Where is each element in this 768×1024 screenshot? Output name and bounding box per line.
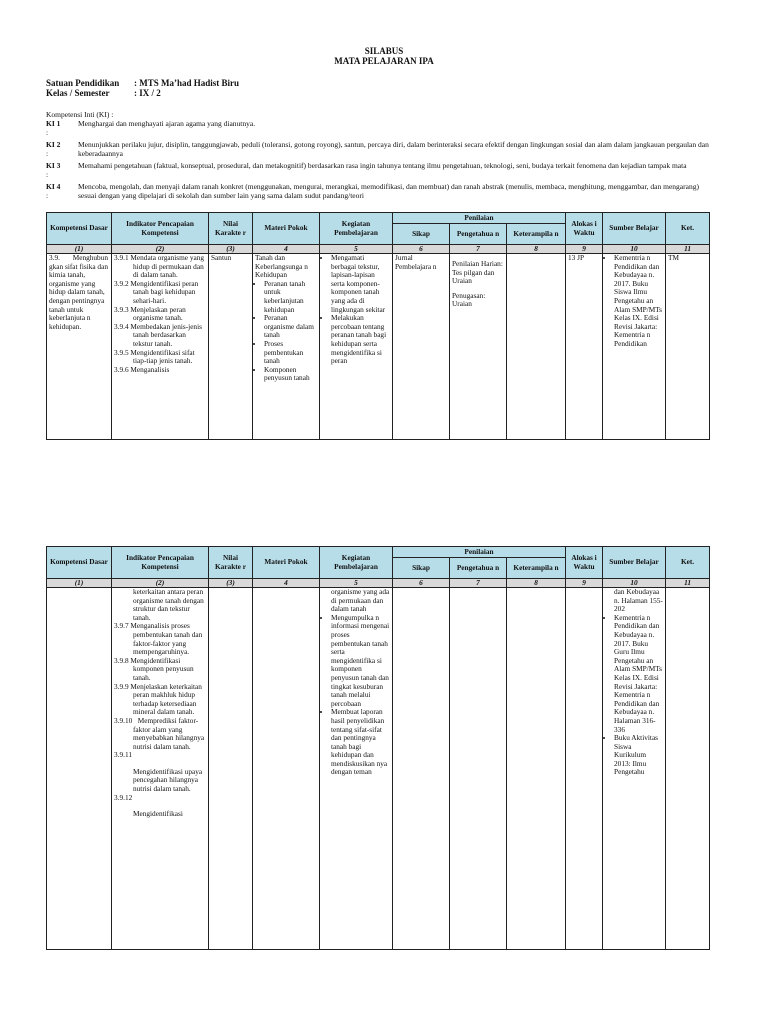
col-number: 7 — [450, 579, 507, 588]
class-row — [46, 88, 161, 98]
alokasi-cell: 13 JP — [566, 254, 603, 440]
indikator-item: Mengidentifikasi upaya pencegahan hilangnya nutrisi dalam tanah. — [133, 766, 203, 794]
ki-code: KI 1 — [46, 119, 61, 128]
col-number: 5 — [320, 579, 393, 588]
materi-cell — [253, 254, 320, 440]
sikap-cell: Jurnal Pembelajara n — [393, 254, 450, 440]
col-kd-header: Kompetensi Dasar — [47, 547, 112, 579]
sumber-cell — [603, 588, 666, 950]
alokasi-cell — [566, 588, 603, 950]
list-item: • Proses pembentukan tanah — [264, 340, 317, 366]
col-sikap-header: Sikap — [393, 558, 450, 579]
col-number: 4 — [253, 579, 320, 588]
pengetahuan-cell — [450, 588, 507, 950]
sumber-list — [605, 614, 663, 777]
indikator-item: 3.9.12 — [114, 792, 133, 802]
materi-list — [255, 280, 317, 383]
col-number: 10 — [603, 579, 666, 588]
col-kegiatan-header: Kegiatan Pembelajaran — [320, 547, 393, 579]
indikator-item: 3.9.5 Mengidentifikasi sifat tiap-tiap jenis tanah. — [114, 347, 195, 366]
ki-text: Memahami pengetahuan (faktual, konseptual, prosedural, dan metakognitif) berdasarkan rasa ingin tahunya tentang ilmu pengetahuan, teknologi, seni, budaya terkait fenomena dan kejadian tampak mata — [78, 161, 687, 170]
indikator-item: 3.9.4 Membedakan jenis-jenis tanah berdasarkan tekstur tanah. — [114, 321, 202, 348]
indikator-cell — [112, 588, 209, 950]
col-penilaian-header: Penilaian — [393, 547, 566, 558]
col-number: 8 — [507, 245, 566, 254]
table-row — [47, 254, 710, 440]
syllabus-table-1 — [46, 212, 710, 440]
ki-colon: : — [46, 170, 49, 179]
pengetahuan-item: Penugasan: Uraian — [452, 290, 486, 309]
class-value: : IX / 2 — [134, 88, 161, 98]
col-number: 11 — [666, 579, 710, 588]
school-label: Satuan Pendidikan — [46, 78, 120, 88]
col-indikator-header: Indikator Pencapaian Kompetensi — [112, 547, 209, 579]
sumber-list — [605, 254, 663, 349]
sikap-cell — [393, 588, 450, 950]
col-sumber-header: Sumber Belajar — [603, 213, 666, 245]
col-nilai-header: Nilai Karakte r — [209, 547, 253, 579]
school-row — [46, 78, 239, 88]
indikator-item: 3.9.2 Mengidentifikasi peran tanah bagi kehidupan sehari-hari. — [114, 278, 199, 305]
col-number: (1) — [47, 579, 112, 588]
list-item: • Mengumpulka n informasi mengenai proses pembentukan tanah serta mengidentifika si komponen penyusun tanah dan tingkat kesuburan tanah melalui percobaan — [331, 614, 390, 709]
col-number: (3) — [209, 245, 253, 254]
ki-text: Menunjukkan perilaku jujur, disiplin, tanggungjawab, peduli (toleransi, gotong royong), santun, percaya diri, dalam berinteraksi secara efektif dengan lingkungan sosial dan alam dalam jangkauan pergaulan dan keberadaannya — [78, 140, 709, 158]
kd-cell — [47, 588, 112, 950]
indikator-item: 3.9.3 Menjelaskan peran organisme tanah. — [114, 304, 186, 323]
list-item: • Peranan organisme dalam tanah — [264, 314, 317, 340]
list-item: • Kementria n Pendidikan dan Kebudayaa n. 2017. Buku Siswa Ilmu Pengetahu an Alam SMP/MTs Kelas IX. Edisi Revisi Jakarta: Kementria n Pendidikan — [614, 254, 663, 349]
list-item: • Mengamati berbagai tekstur, lapisan-lapisan serta komponen-komponen tanah yang ada di lingkungan sekitar — [331, 254, 390, 314]
sumber-cell — [603, 254, 666, 440]
indikator-item: 3.9.8 Mengidentifikasi komponen penyusun tanah. — [114, 655, 194, 682]
ki-4 — [46, 182, 714, 200]
col-sumber-header: Sumber Belajar — [603, 547, 666, 579]
materi-intro: Tanah dan Keberlangsunga n Kehidupan — [255, 253, 308, 280]
table-row — [47, 588, 710, 950]
col-materi-header: Materi Pokok — [253, 547, 320, 579]
ki-colon: : — [46, 149, 49, 158]
col-indikator-header: Indikator Pencapaian Kompetensi — [112, 213, 209, 245]
col-number: (3) — [209, 579, 253, 588]
kegiatan-cell — [320, 254, 393, 440]
col-materi-header: Materi Pokok — [253, 213, 320, 245]
keterampilan-cell — [507, 254, 566, 440]
col-number: 8 — [507, 579, 566, 588]
sumber-continued: dan Kebudayaa n. Halaman 155-202 — [614, 587, 663, 614]
school-value: : MTS Ma’had Hadist Biru — [134, 78, 240, 88]
col-penilaian-header: Penilaian — [393, 213, 566, 224]
col-ket-header: Ket. — [666, 547, 710, 579]
col-number: 9 — [566, 579, 603, 588]
col-sikap-header: Sikap — [393, 224, 450, 245]
ki-heading: Kompetensi Inti (KI) : — [46, 110, 114, 119]
col-number: 6 — [393, 579, 450, 588]
kd-cell: 3.9. Menghubun gkan sifat fisika dan kimia tanah, organisme yang hidup dalam tanah, dengan pentingnya tanah untuk keberlanjuta n kehidupan. — [47, 254, 112, 440]
indikator-item: 3.9.7 Menganalisis proses pembentukan tanah dan faktor-faktor yang mempengaruhinya. — [114, 621, 203, 657]
col-pengetahuan-header: Pengetahua n — [450, 558, 507, 579]
ki-text: Menghargai dan menghayati ajaran agama yang dianutnya. — [78, 119, 256, 128]
ki-code: KI 4 — [46, 182, 61, 191]
list-item: • Buku Aktivitas Siswa Kurikulum 2013: Ilmu Pengetahu — [614, 734, 663, 777]
indikator-item: keterkaitan antara peran organisme tanah dengan struktur dan tekstur tanah. — [133, 587, 204, 622]
list-item: • Peranan tanah untuk keberlanjutan kehidupan — [264, 280, 317, 314]
col-number: 7 — [450, 245, 507, 254]
col-nilai-header: Nilai Karakte r — [209, 213, 253, 245]
page-subtitle: MATA PELAJARAN IPA — [334, 56, 434, 66]
ki-1 — [46, 119, 714, 137]
col-pengetahuan-header: Pengetahua n — [450, 224, 507, 245]
class-label: Kelas / Semester — [46, 88, 110, 98]
col-alokasi-header: Alokas i Waktu — [566, 213, 603, 245]
col-number: 9 — [566, 245, 603, 254]
ki-colon: : — [46, 128, 49, 137]
pengetahuan-cell — [450, 254, 507, 440]
page-title: SILABUS — [364, 46, 404, 56]
col-ket-header: Ket. — [666, 213, 710, 245]
col-number: 11 — [666, 245, 710, 254]
list-item: • Kementria n Pendidikan dan Kebudayaa n. 2017. Buku Guru Ilmu Pengetahu an Alam SMP/MTs Kelas IX. Edisi Revisi Jakarta: Kementria n Pendidikan dan Kebudayaa n. Halaman 316-336 — [614, 614, 663, 734]
list-item: • Membuat laporan hasil penyelidikan tentang sifat-sifat dan pentingnya tanah bagi kehidupan dan mendiskusikan nya dengan teman — [331, 708, 390, 777]
col-alokasi-header: Alokas i Waktu — [566, 547, 603, 579]
materi-cell — [253, 588, 320, 950]
ket-cell: TM — [666, 254, 710, 440]
kegiatan-list — [322, 254, 390, 366]
indikator-cell — [112, 254, 209, 440]
col-number: 6 — [393, 245, 450, 254]
col-number: (2) — [112, 245, 209, 254]
col-number: 5 — [320, 245, 393, 254]
keterampilan-cell — [507, 588, 566, 950]
syllabus-table-2 — [46, 546, 710, 950]
col-keterampilan-header: Keterampila n — [507, 558, 566, 579]
col-kd-header: Kompetensi Dasar — [47, 213, 112, 245]
ki-2 — [46, 140, 714, 158]
kegiatan-list — [322, 614, 390, 777]
list-item: • Melakukan percobaan tentang peranan tanah bagi kehidupan serta mengidentifika si peran — [331, 314, 390, 366]
indikator-item: 3.9.9 Menjelaskan keterkaitan peran makhluk hidup terhadap ketersediaan mineral dalam tanah. — [114, 681, 202, 717]
indikator-item: 3.9.10 Memprediksi faktor-faktor alam yang menyebabkan hilangnya nutrisi dalam tanah. — [114, 715, 205, 751]
kegiatan-continued: organisme yang ada di permukaan dan dalam tanah — [331, 587, 390, 614]
list-item: • Komponen penyusun tanah — [264, 366, 317, 383]
indikator-item: 3.9.6 Menganalisis — [114, 364, 170, 374]
ki-text: Mencoba, mengolah, dan menyaji dalam ranah konkret (menggunakan, mengurai, merangkai, memodifikasi, dan membuat) dan ranah abstrak (menulis, membaca, menghitung, menggambar, dan mengarang) sesuai dengan yang dipelajari di sekolah dan sumber lain yang sama dalam sudut pandang/teori — [78, 182, 699, 200]
ket-cell — [666, 588, 710, 950]
col-number: 4 — [253, 245, 320, 254]
nilai-cell: Santun — [209, 254, 253, 440]
ki-code: KI 3 — [46, 161, 61, 170]
nilai-cell — [209, 588, 253, 950]
indikator-item: 3.9.11 — [114, 750, 132, 760]
ki-3 — [46, 161, 714, 179]
ki-colon: : — [46, 191, 49, 200]
ki-code: KI 2 — [46, 140, 61, 149]
col-number: 10 — [603, 245, 666, 254]
col-kegiatan-header: Kegiatan Pembelajaran — [320, 213, 393, 245]
col-number: (2) — [112, 579, 209, 588]
kegiatan-cell — [320, 588, 393, 950]
col-keterampilan-header: Keterampila n — [507, 224, 566, 245]
pengetahuan-item: Penilaian Harian: Tes pilgan dan Uraian — [452, 259, 503, 286]
indikator-item: 3.9.1 Mendata organisme yang hidup di permukaan dan di dalam tanah. — [114, 253, 205, 280]
col-number: (1) — [47, 245, 112, 254]
indikator-item: Mengidentifikasi — [133, 809, 183, 819]
